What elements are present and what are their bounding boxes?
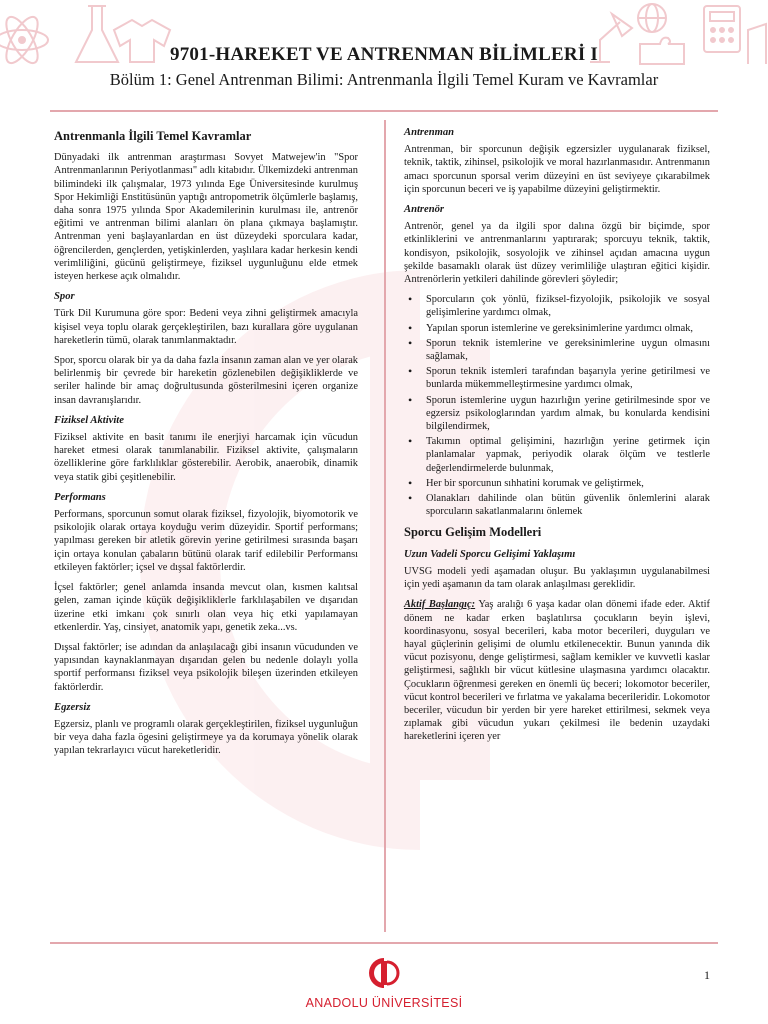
column-divider xyxy=(384,120,386,932)
section-title-temel-kavramlar: Antrenmanla İlgili Temel Kavramlar xyxy=(54,129,252,143)
antrenor-duties-list xyxy=(404,293,710,518)
list-item: • Sporun teknik istemleri tarafından başarıyla yerine getirilmesi ve bunlarda mükemmelleştirmesine yardımcı olmak, xyxy=(404,365,710,391)
list-item: • Sporun teknik istemlerine ve gereksinimlerine uygun olmasını sağlamak, xyxy=(404,337,710,363)
list-item: • Sporcuların çok yönlü, fiziksel-fizyolojik, psikolojik ve sosyal gelişimlerine yardımcı olmak, xyxy=(404,293,710,319)
heading-egzersiz: Egzersiz xyxy=(54,701,91,713)
heading-antrenman: Antrenman xyxy=(404,127,455,138)
spor-paragraph-2: Spor, sporcu olarak bir ya da daha fazla insanın zaman alan ve yer olarak belirlenmiş bir çevrede bir hareketin gözlenebilen değişikliklerde ve seriler halinde bir amaç doğrultusunda gösterilmesini içeren organize insan davranışlarıdır. xyxy=(54,355,358,406)
globe-icon xyxy=(638,4,666,32)
footer-divider xyxy=(50,942,718,944)
list-item: • Takımın optimal gelişimini, hazırlığın yerine getirmek için planlamalar yapmak, periyodik olarak ölçüm ve testlerle değerlendirmelerde bulunmak, xyxy=(404,435,710,475)
list-item: • Yapılan sporun istemlerine ve gereksinimlerine yardımcı olmak, xyxy=(404,322,710,335)
antrenor-paragraph: Antrenör, genel ya da ilgili spor dalına özgü bir biçimde, spor etkinliklerini ve antrenmanlarını yaptırarak; sporcuyu teknik, taktik, kondisyon, psikolojik, sosyolojik ve zihinsel açıdan amacına uygun şekilde basamaklı olarak üst düzey verimliliğe ulaştıran eğitici kişidir. Antrenörlerin yetkileri dahilinde görevleri şöyledir; xyxy=(404,221,710,286)
heading-uvsg: Uzun Vadeli Sporcu Gelişimi Yaklaşımı xyxy=(404,548,576,560)
header-divider xyxy=(50,110,718,112)
page-number: 1 xyxy=(704,968,710,982)
performans-paragraph-3: Dışsal faktörler; ise adından da anlaşılacağı gibi insanın vücudunden ve yapısından kaynaklanmayan dışarıdan gelen bu nedenle dolaylı yolla sportif performansı fiziksel veya psikolojik bileşen üzerinden etkileyen faktörlerdir. xyxy=(54,641,358,693)
heading-performans: Performans xyxy=(54,491,106,503)
heading-antrenor: Antrenör xyxy=(404,204,445,216)
spor-paragraph-1: Türk Dil Kurumuna göre spor: Bedeni veya zihni geliştirmek amacıyla kişisel veya toplu olarak gerçekleştirilen, bazı kurallara göre uygulanan hareketlerin tümü, olarak tanımlanmaktadır. xyxy=(54,308,358,346)
page-header xyxy=(0,44,768,90)
right-column xyxy=(404,124,710,751)
fiziksel-aktivite-paragraph: Fiziksel aktivite en basit tanımı ile enerjiyi harcamak için vücudun hareket etmesi olarak tanımlanabilir. Fiziksel aktivite, çalışmaların özelliklerine göre farklılıklar gösterebilir. Aerobik, anaerobik, dinamik veya statik gibi çeşitlenebilir. xyxy=(54,432,358,483)
anadolu-logo-icon xyxy=(364,956,404,990)
left-column xyxy=(54,124,358,765)
list-item: • Sporun istemlerine uygun hazırlığın yerine getirilmesinde spor ve egzersiz psikologlarından yardım almak, bu konularda kendisini bilgilendirmek, xyxy=(404,394,710,434)
chapter-title: Bölüm 1: Genel Antrenman Bilimi: Antrenmanla İlgili Temel Kuram ve Kavramlar xyxy=(109,70,659,89)
section-title-gelisim-modelleri: Sporcu Gelişim Modelleri xyxy=(404,525,542,540)
university-logo xyxy=(304,956,464,1010)
uvsg-paragraph: UVSG modeli yedi aşamadan oluşur. Bu yaklaşımın uygulanabilmesi için yedi aşamanın da tam olarak anlaşılması gereklidir. xyxy=(404,565,710,591)
performans-paragraph-1: Performans, sporcunun somut olarak fiziksel, fizyolojik, biyomotorik ve psikolojik olarak ortaya koyduğu verim düzeyidir. Sportif performans; yapılması gereken bir atletik görevin yerine getirilmesi sırasında başarı için ortaya konulan çabaların bütünü olarak tarif edilebilir Performansı etkileyen faktörler; içsel ve dışsal faktörlerdir. xyxy=(54,509,358,573)
heading-spor: Spor xyxy=(54,291,75,303)
intro-paragraph: Dünyadaki ilk antrenman araştırması Sovyet Matwejew'in "Spor Antrenmanlarının Periyotlanması" adlı kitabıdır. Ülkemizdeki antrenman bilimindeki ilk çalışmalar, 1973 yılında Ege Üniversitesinde kurulmuş Spor Hekimliği Enstitüsünün yaptığı antropometrik ölçümlerle başlamış, daha sonra 1975 yılında Spor Akademilerinin kurulması ile, antrenör eğitimi ve antrenman bilimi alanları ön plana çıkmaya başlamıştır. Antrenman yeni başlayanlardan en üst düzeydeki sporculara kadar, öğrencilerden, gençlerden, yetişkinlerden, yaşlılara kadar herkesin kendi verimliliğini, gücünü geliştirmeye, fiziksel uygunluğunu elde etmek isteyen herkese açık olmalıdır. xyxy=(54,152,358,283)
egzersiz-paragraph: Egzersiz, planlı ve programlı olarak gerçekleştirilen, fiziksel uygunluğun bir veya daha fazla ögesini geliştirmeye ya da korumaya yönelik olarak yapılan tekrarlayıcı vücut hareketleridir. xyxy=(54,718,358,757)
course-title: 9701-HAREKET VE ANTRENMAN BİLİMLERİ I xyxy=(170,44,598,65)
aktif-baslangic-paragraph xyxy=(404,598,710,743)
list-item: • Her bir sporcunun sıhhatini korumak ve geliştirmek, xyxy=(404,477,710,490)
performans-paragraph-2: İçsel faktörler; genel anlamda insanda mevcut olan, kısmen kalıtsal gelen, zaman içinde küçük değişikliklerle farklılaşabilen ve dışarıdan üzerine etki imkanı çok sınırlı olan veya hiç etki yapılamayan etkenlerdir. Yaş, cinsiyet, anatomik yapı, genetik zeka...vs. xyxy=(54,582,358,633)
aktif-baslangic-label: Aktif Başlangıç: xyxy=(404,599,476,611)
list-item: • Olanakları dahilinde olan bütün güvenlik önlemlerini alarak sporcuların sakatlanmalarını önlemek xyxy=(404,492,710,518)
university-name: ANADOLU ÜNİVERSİTESİ xyxy=(305,996,463,1010)
aktif-baslangic-text: Yaş aralığı 6 yaşa kadar olan dönemi ifade eder. Aktif dönem ne kadar erken başlatılırsa çocukların beyin işlevi, koordinasyonu, sosyal becerileri, kaba motor becerileri, duyguları ve hayal güçlerinin gelişimi de olumlu etkilenecektir. Bunun yanında dik vücut pozisyonu, denge geliştirmesi, sağlam kemikler ve kuvvetli kaslar geliştirmesi, sağlıklı bir vücut kütlesine ulaşmasına yardımcı olacaktır. Çocukların öğrenmesi gereken en önemli üç beceri; lokomotor beceriler, vücut kontrol becerileri ve fırlatma ve yakalama becerileridir. Lokomotor beceriler, vücudun bir yerden bir yere hareket ettirilmesi, sekmek veya zıplamak gibi vücudun yukarı çekilmesi ile bedenin uzaydaki hareketlerini içeren yer xyxy=(404,599,710,743)
heading-fiziksel-aktivite: Fiziksel Aktivite xyxy=(54,414,124,426)
antrenman-paragraph: Antrenman, bir sporcunun değişik egzersizler uygulanarak fiziksel, teknik, taktik, zihinsel, psikolojik ve moral hazırlanmasıdır. Antrenmanın amacı sporcunun sporsal verim düzeyini en üst seviyeye çıkarabilmek için sporcunun beceri ve iş yapabilme düzeyini geliştirmektir. xyxy=(404,144,710,195)
